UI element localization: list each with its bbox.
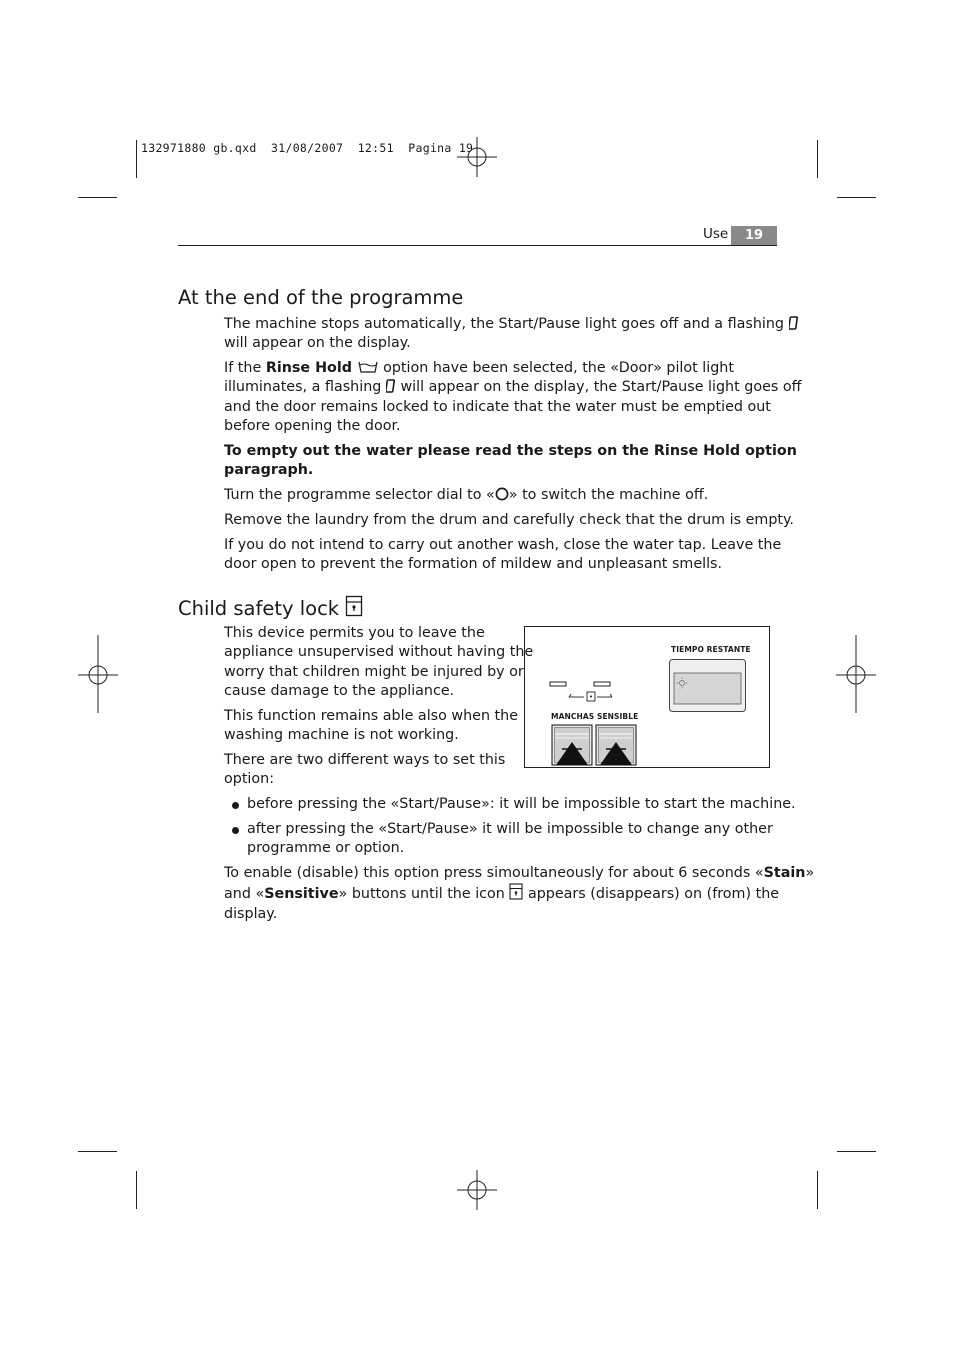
indicator-leds [549, 679, 619, 703]
paragraph: The machine stops automatically, the Start/Pause light goes off and a flashing will appear on the display. [224, 315, 799, 354]
print-slug: 132971880 gb.qxd 31/08/2007 12:51 Pagina 19 [141, 141, 474, 155]
stain-button-illustration [552, 725, 592, 765]
child-lock-icon [345, 595, 363, 617]
registration-mark [836, 635, 876, 713]
paragraph: To enable (disable) this option press simoultaneously for about 6 seconds «Stain» and «Sensitive» buttons until the icon appears (disappears) on (from) the display. [224, 865, 815, 922]
rinse-hold-icon [357, 360, 379, 374]
sensitive-button-illustration [596, 725, 636, 765]
bullet-dot [232, 827, 239, 834]
bullet-dot [232, 802, 239, 809]
crop-mark [837, 1151, 876, 1152]
paragraph: This device permits you to leave the appliance unsupervised without having the worry that children might be injured by or cause damage to the appliance. [224, 625, 534, 699]
crop-mark [817, 1171, 818, 1209]
stain-sensitive-buttons [551, 724, 637, 766]
crop-mark [136, 140, 137, 178]
control-panel-illustration [524, 626, 770, 768]
bullet-item: after pressing the «Start/Pause» it will be impossible to change any other programme or option. [247, 821, 773, 857]
header-rule [178, 245, 777, 246]
header-section: Use [703, 226, 729, 242]
crop-mark [78, 197, 117, 198]
bullet-item: before pressing the «Start/Pause»: it will be impossible to start the machine. [247, 796, 796, 812]
child-lock-icon [509, 883, 523, 900]
registration-mark [457, 137, 497, 177]
section-title-end-of-programme: At the end of the programme [178, 286, 464, 309]
display-screen [669, 659, 747, 713]
crop-mark [817, 140, 818, 178]
crop-mark [837, 197, 876, 198]
paragraph: There are two different ways to set this option: [224, 752, 506, 788]
bold-notice: To empty out the water please read the steps on the Rinse Hold option paragraph. [224, 443, 797, 479]
zero-digit-icon [386, 379, 396, 393]
paragraph: If the Rinse Hold option have been selected, the «Door» pilot light illuminates, a flashing will appear on the display, the Start/Pause light goes off and the door remains locked to indicate that the water must be emptied out before opening the door. [224, 360, 802, 434]
paragraph: This function remains able also when the washing machine is not working. [224, 708, 519, 744]
page-number: 19 [731, 226, 777, 245]
display-label: TIEMPO RESTANTE [671, 645, 751, 654]
section-title-child-safety-lock: Child safety lock [178, 595, 363, 620]
paragraph: Turn the programme selector dial to « » to switch the machine off. [224, 487, 709, 503]
registration-mark [457, 1170, 497, 1210]
crop-mark [136, 1171, 137, 1209]
zero-digit-icon [789, 316, 799, 330]
buttons-label: MANCHAS SENSIBLE [551, 712, 639, 721]
off-position-icon [495, 487, 509, 501]
paragraph: Remove the laundry from the drum and carefully check that the drum is empty. [224, 512, 794, 528]
paragraph: If you do not intend to carry out another wash, close the water tap. Leave the door open to prevent the formation of mildew and unpleasant smells. [224, 537, 782, 573]
registration-mark [78, 635, 118, 713]
crop-mark [78, 1151, 117, 1152]
